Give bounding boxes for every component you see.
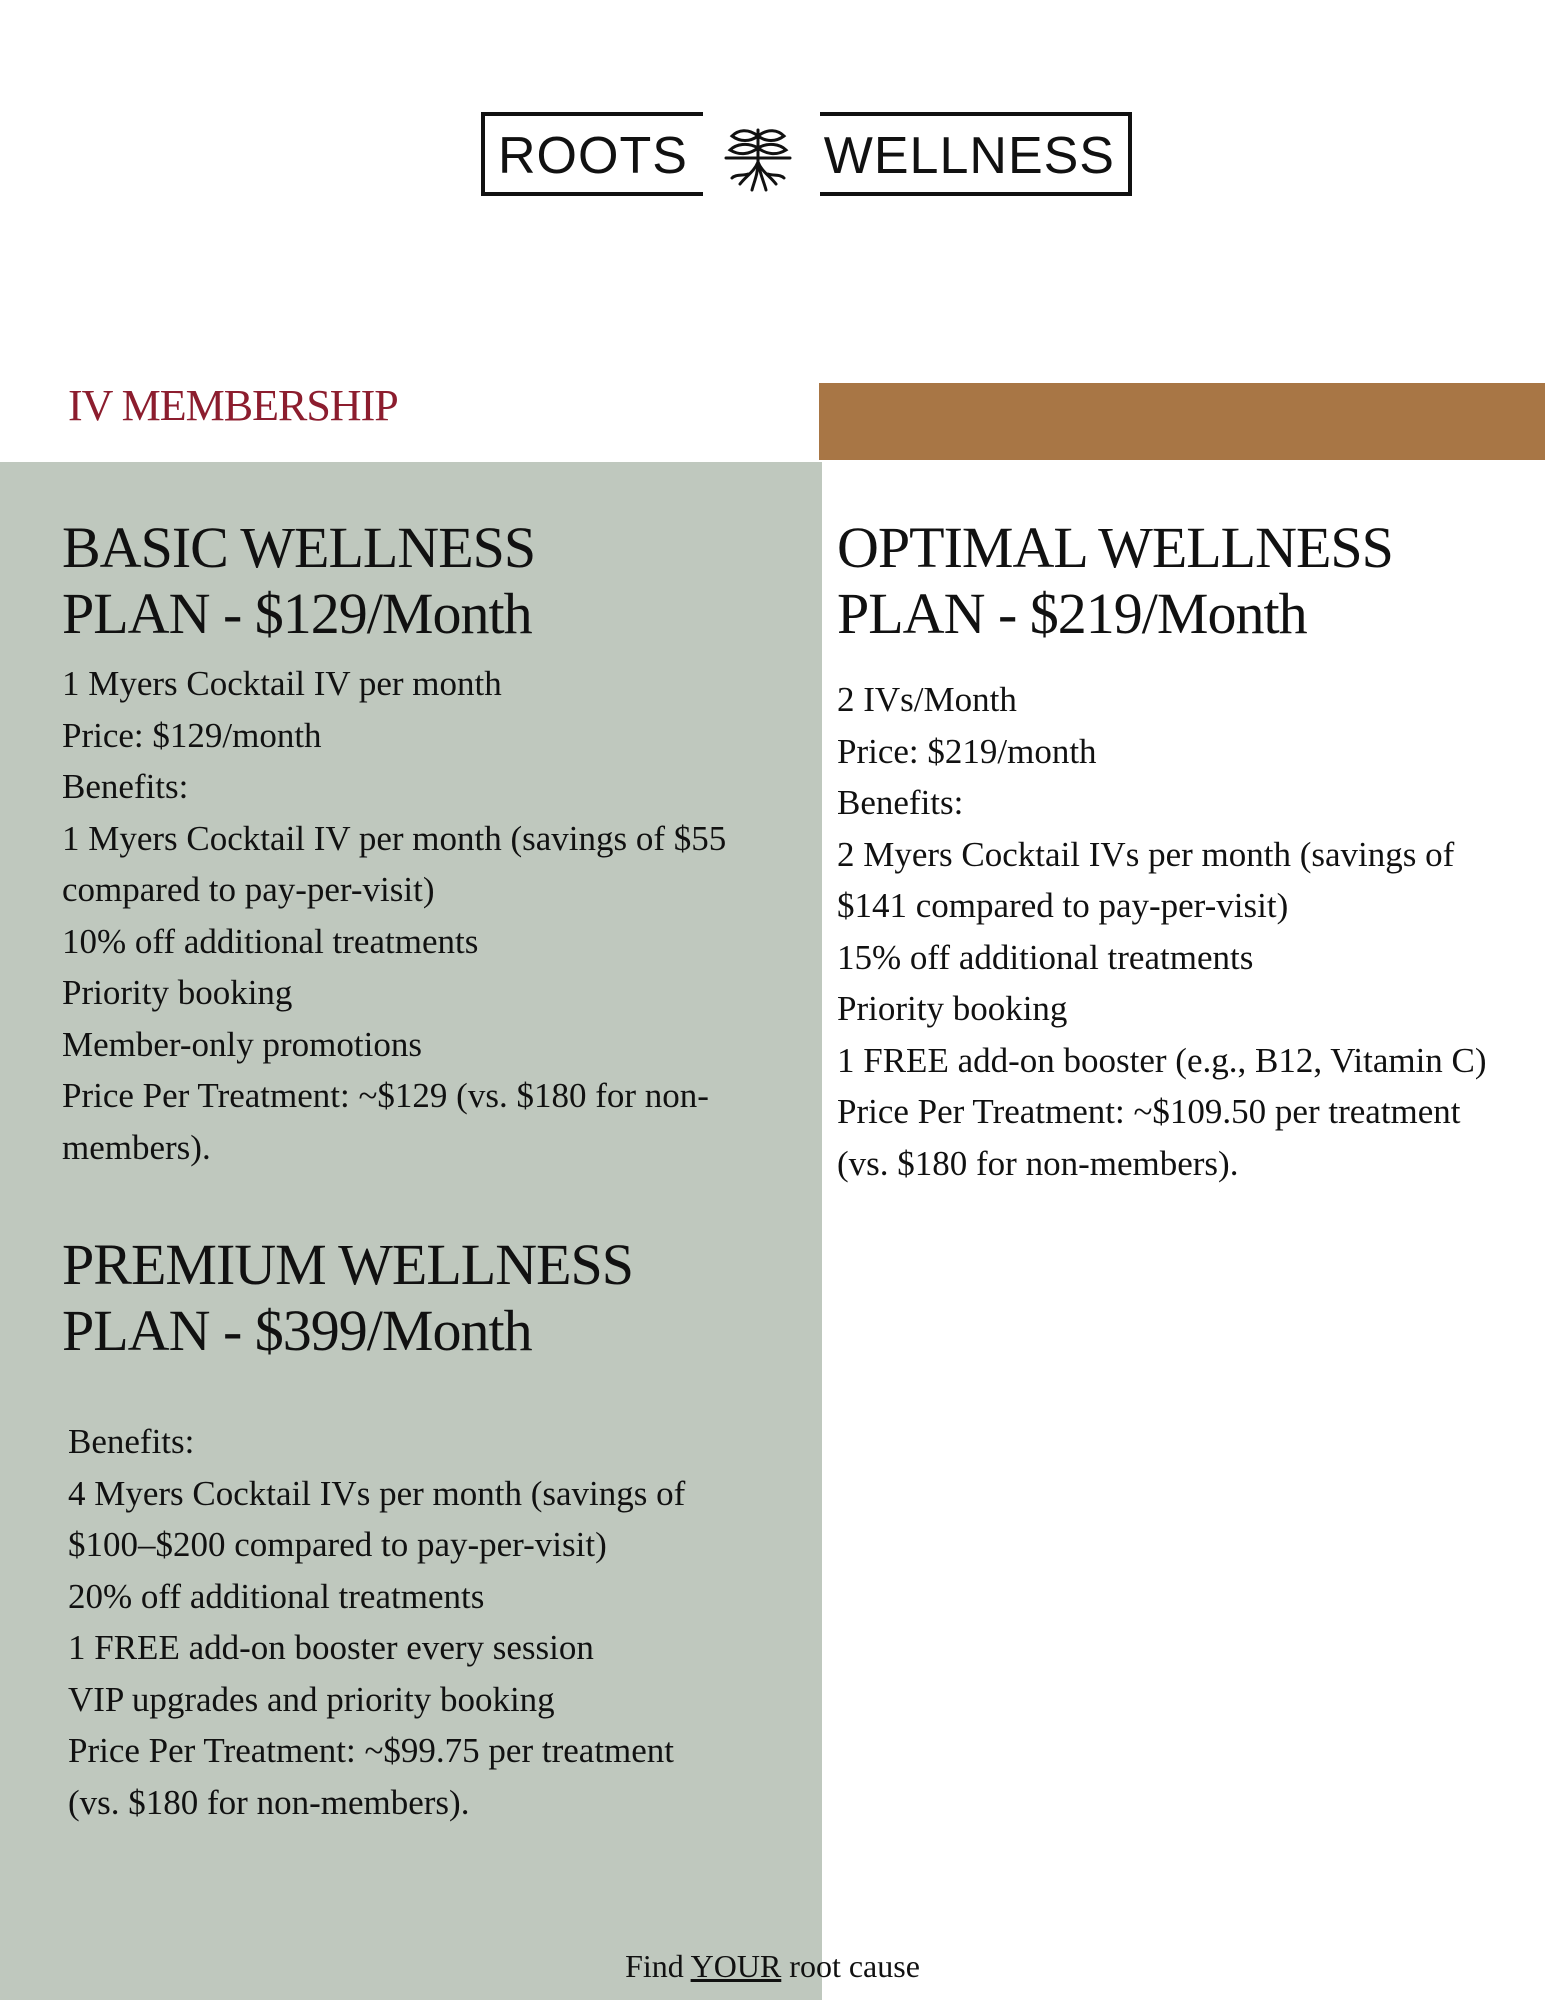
plan-line: Price: $219/month — [837, 731, 1097, 771]
optimal-plan-details — [837, 674, 1537, 1189]
plan-line: 1 Myers Cocktail IV per month — [62, 664, 502, 703]
premium-plan-title-line2: PLAN - $399/Month — [62, 1298, 532, 1363]
optimal-plan-title-line1: OPTIMAL WELLNESS — [837, 515, 1393, 580]
plan-line: 1 FREE add-on booster (e.g., B12, Vitamin C) — [837, 1040, 1487, 1080]
plan-line: 20% off additional treatments — [68, 1576, 485, 1616]
plan-line: Price Per Treatment: ~$109.50 per treatment — [837, 1092, 1461, 1131]
plan-line: 15% off additional treatments — [837, 937, 1254, 977]
plan-line: 2 Myers Cocktail IVs per month (savings of — [837, 834, 1455, 874]
section-title: IV MEMBERSHIP — [68, 381, 398, 430]
plan-line: 4 Myers Cocktail IVs per month (savings of — [68, 1473, 686, 1513]
premium-plan — [62, 1232, 782, 1828]
plan-line: Price Per Treatment: ~$99.75 per treatment — [68, 1731, 675, 1770]
optimal-plan-title — [837, 515, 1537, 647]
plan-line: Price Per Treatment: ~$129 (vs. $180 for non- — [62, 1076, 709, 1115]
basic-plan-title — [62, 515, 782, 647]
plan-line: VIP upgrades and priority booking — [68, 1679, 555, 1719]
optimal-plan — [837, 515, 1537, 1189]
basic-plan-title-line1: BASIC WELLNESS — [62, 515, 536, 580]
plan-line: Priority booking — [837, 989, 1068, 1028]
plan-line: $141 compared to pay-per-visit) — [837, 886, 1289, 925]
optimal-plan-title-line2: PLAN - $219/Month — [837, 581, 1307, 646]
plan-line: members). — [62, 1127, 211, 1167]
plan-line: Member-only promotions — [62, 1024, 422, 1064]
footer-tagline — [0, 1948, 1545, 1985]
footer-emphasis: YOUR — [690, 1948, 782, 1984]
plan-line: (vs. $180 for non-members). — [68, 1782, 470, 1822]
plan-line: 2 IVs/Month — [837, 680, 1017, 719]
footer-prefix: Find — [625, 1948, 691, 1984]
plan-line: Benefits: — [68, 1422, 195, 1461]
root-sprout-icon — [718, 122, 798, 194]
basic-plan-details — [62, 658, 782, 1173]
plan-line: 10% off additional treatments — [62, 921, 479, 961]
plan-line: 1 Myers Cocktail IV per month (savings of $55 — [62, 818, 727, 858]
logo-word-wellness: WELLNESS — [823, 127, 1115, 185]
plan-line: Benefits: — [837, 783, 964, 822]
plan-line: 1 FREE add-on booster every session — [68, 1628, 594, 1667]
plan-line: compared to pay-per-visit) — [62, 870, 435, 909]
logo — [480, 110, 1133, 197]
plan-line: Benefits: — [62, 767, 189, 806]
plan-line: (vs. $180 for non-members). — [837, 1143, 1239, 1183]
plan-line: Price: $129/month — [62, 715, 322, 755]
plan-line: Priority booking — [62, 973, 293, 1012]
basic-plan — [62, 515, 782, 1173]
footer-suffix: root cause — [781, 1948, 920, 1984]
accent-bar — [819, 383, 1545, 460]
premium-plan-title — [62, 1232, 782, 1364]
basic-plan-title-line2: PLAN - $129/Month — [62, 581, 532, 646]
premium-plan-title-line1: PREMIUM WELLNESS — [62, 1232, 634, 1297]
logo-word-roots: ROOTS — [498, 127, 688, 185]
premium-plan-details — [68, 1416, 782, 1828]
plan-line: $100–$200 compared to pay-per-visit) — [68, 1525, 607, 1564]
